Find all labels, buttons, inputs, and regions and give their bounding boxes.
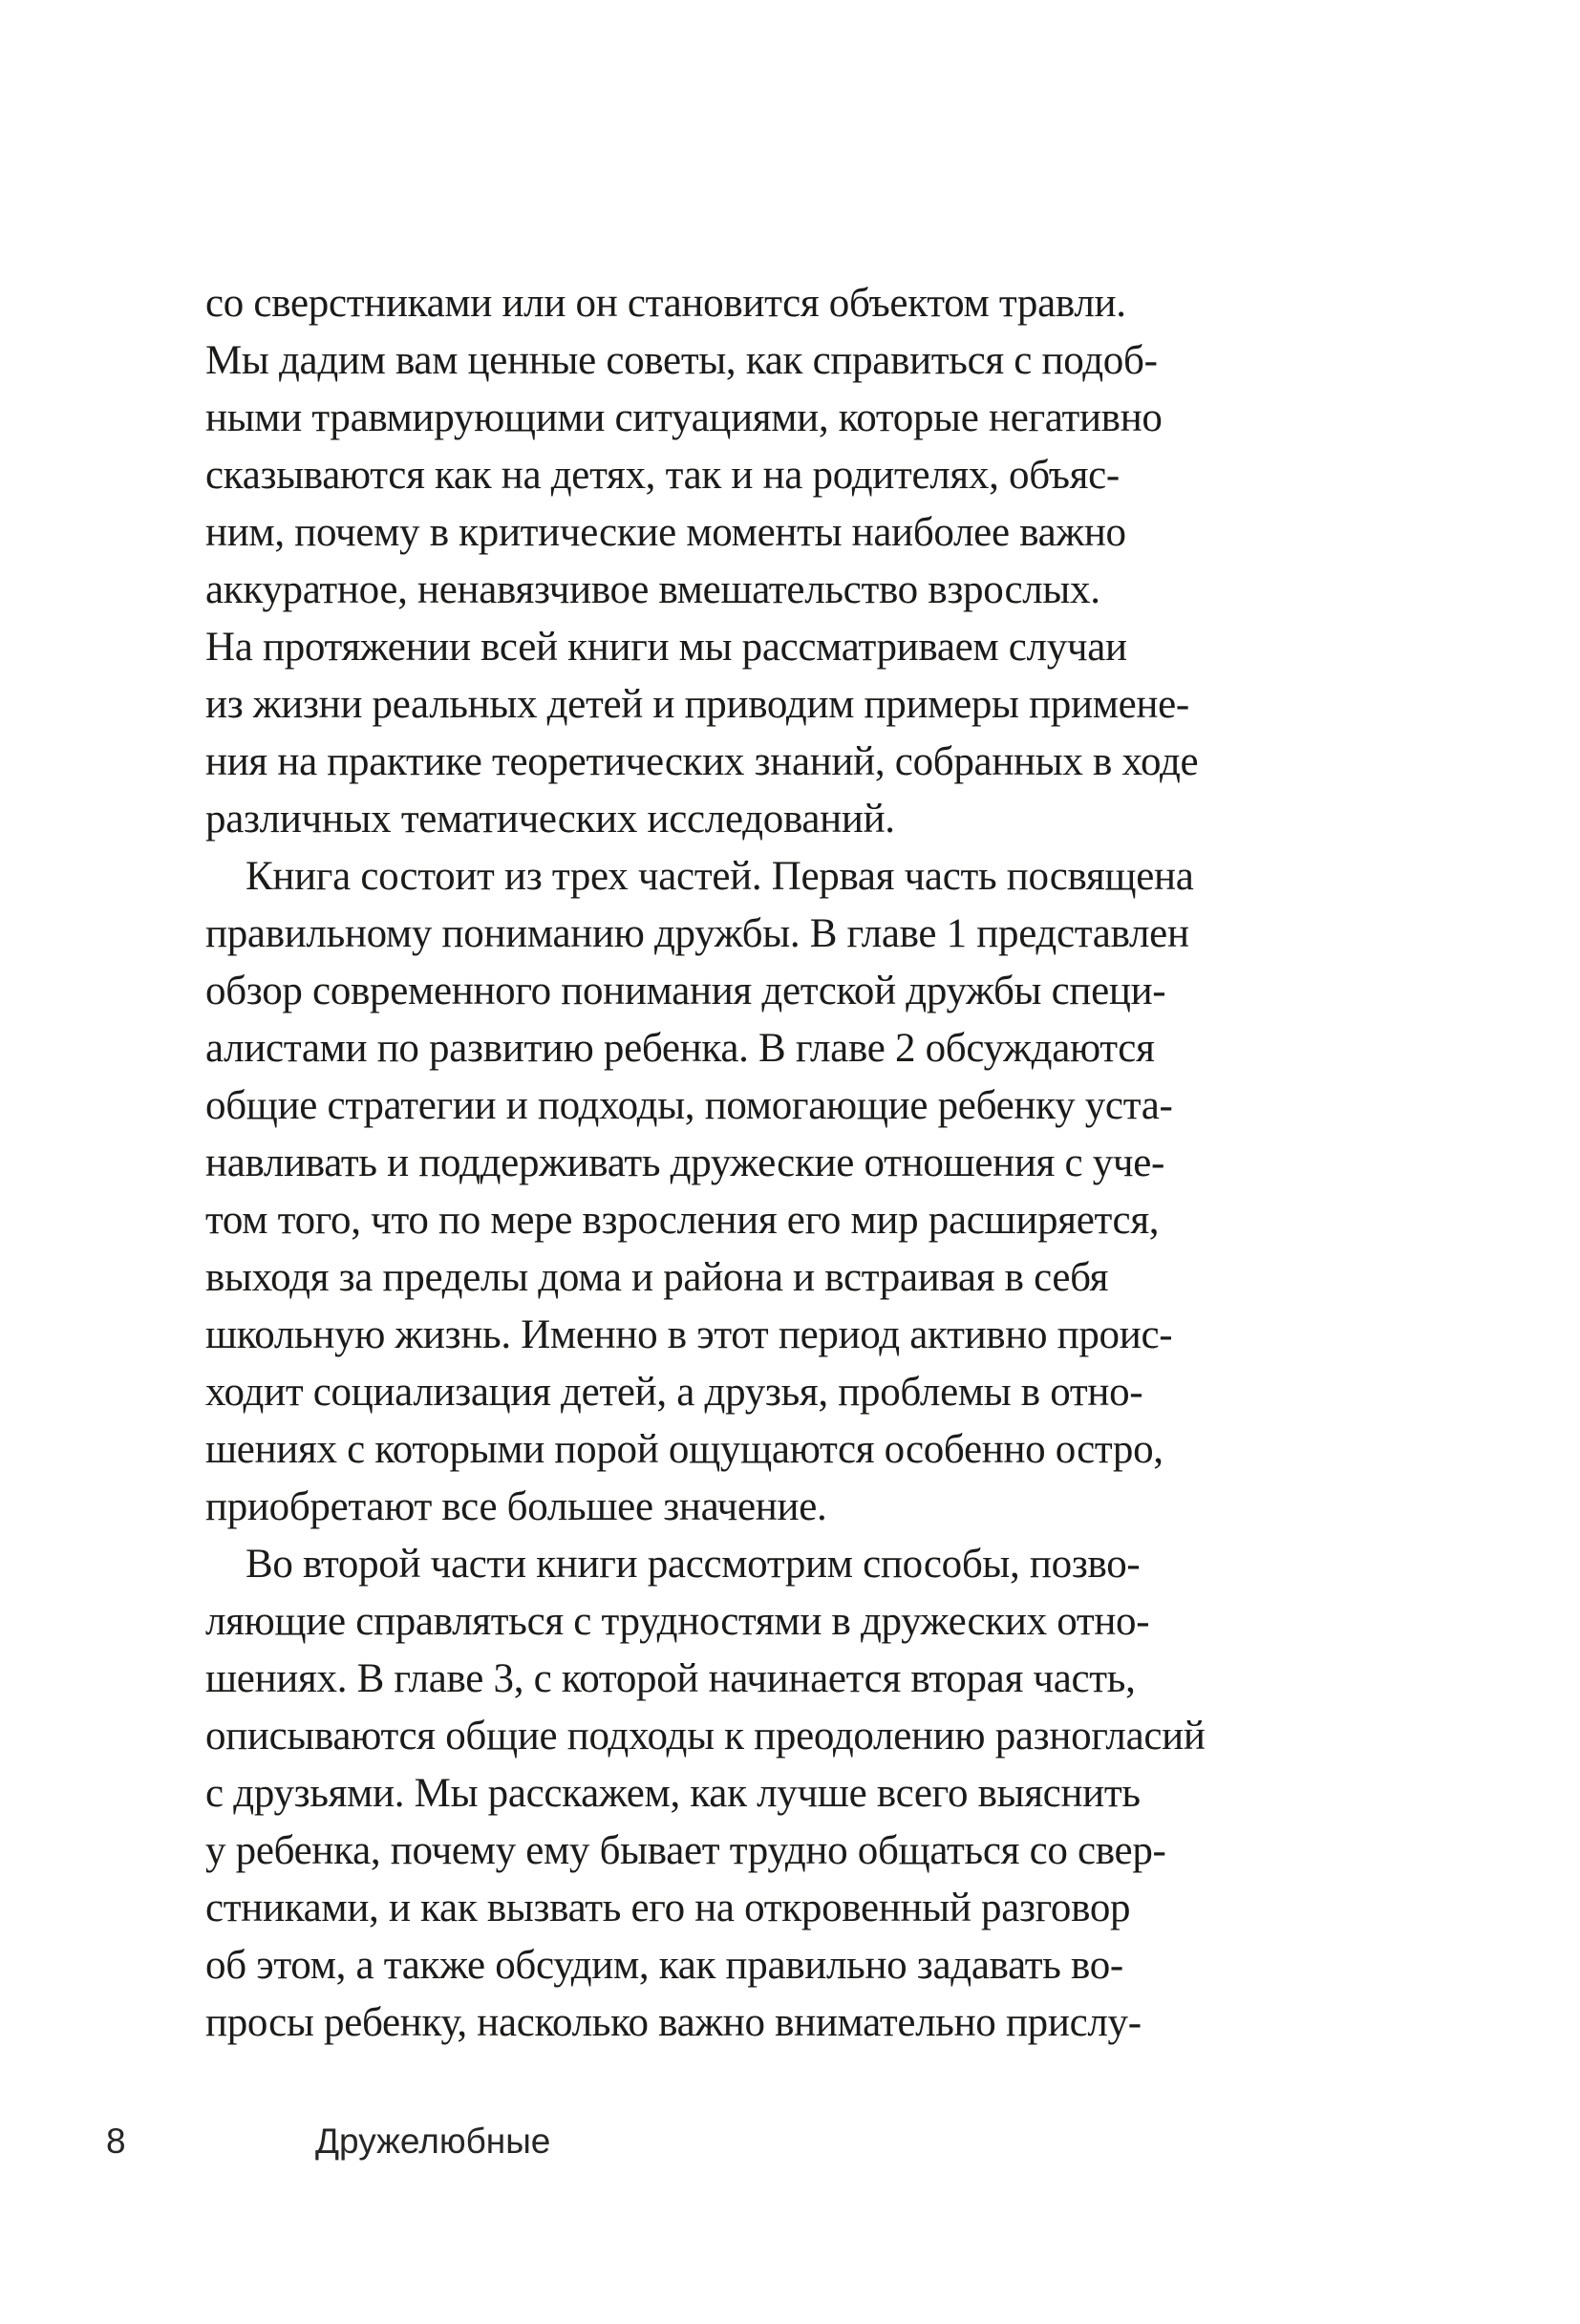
- text-line: стниками, и как вызвать его на откровенный разговор: [205, 1886, 1131, 1930]
- page-number: 8: [106, 2121, 126, 2161]
- body-text: [205, 275, 1428, 2052]
- text-line: сказываются как на детях, так и на родителях, объяс-: [205, 453, 1120, 498]
- text-line: из жизни реальных детей и приводим примеры примене-: [205, 682, 1189, 727]
- text-line: различных тематических исследований.: [205, 797, 895, 842]
- text-line: Книга состоит из трех частей. Первая часть посвящена: [246, 854, 1194, 899]
- text-line: со сверстниками или он становится объектом травли.: [205, 281, 1126, 326]
- running-title: Дружелюбные: [315, 2121, 551, 2161]
- text-line: шениях с которыми порой ощущаются особенно остро,: [205, 1427, 1164, 1472]
- text-line: просы ребенку, насколько важно внимательно прислу-: [205, 2000, 1142, 2045]
- text-line: ним, почему в критические моменты наиболее важно: [205, 510, 1126, 555]
- text-line: На протяжении всей книги мы рассматриваем случаи: [205, 625, 1127, 670]
- text-line: аккуратное, ненавязчивое вмешательство взрослых.: [205, 567, 1100, 612]
- text-line: шениях. В главе 3, с которой начинается вторая часть,: [205, 1656, 1136, 1701]
- text-line: описываются общие подходы к преодолению разногласий: [205, 1714, 1206, 1759]
- text-line: том того, что по мере взросления его мир расширяется,: [205, 1198, 1160, 1243]
- text-line: общие стратегии и подходы, помогающие ребенку уста-: [205, 1083, 1173, 1128]
- text-line: обзор современного понимания детской дружбы специ-: [205, 969, 1166, 1013]
- text-line: с друзьями. Мы расскажем, как лучше всего выяснить: [205, 1771, 1141, 1816]
- text-line: выходя за пределы дома и района и встраивая в себя: [205, 1255, 1109, 1300]
- text-line: об этом, а также обсудим, как правильно задавать во-: [205, 1943, 1123, 1988]
- text-line: у ребенка, почему ему бывает трудно общаться со свер-: [205, 1828, 1166, 1873]
- text-line: ляющие справляться с трудностями в дружеских отно-: [205, 1599, 1150, 1644]
- text-line: школьную жизнь. Именно в этот период активно проис-: [205, 1312, 1173, 1357]
- text-line: приобретают все большее значение.: [205, 1484, 827, 1529]
- text-line: навливать и поддерживать дружеские отношения с уче-: [205, 1141, 1165, 1185]
- page-footer: [0, 2119, 1580, 2176]
- text-line: правильному пониманию дружбы. В главе 1 представлен: [205, 911, 1189, 956]
- text-line: Мы дадим вам ценные советы, как справиться с подоб-: [205, 338, 1158, 383]
- text-line: алистами по развитию ребенка. В главе 2 обсуждаются: [205, 1026, 1155, 1071]
- text-line: ходит социализация детей, а друзья, проблемы в отно-: [205, 1370, 1143, 1415]
- text-line: ными травмирующими ситуациями, которые негативно: [205, 395, 1163, 440]
- text-line: Во второй части книги рассмотрим способы, позво-: [246, 1542, 1141, 1587]
- text-line: ния на практике теоретических знаний, собранных в ходе: [205, 739, 1199, 784]
